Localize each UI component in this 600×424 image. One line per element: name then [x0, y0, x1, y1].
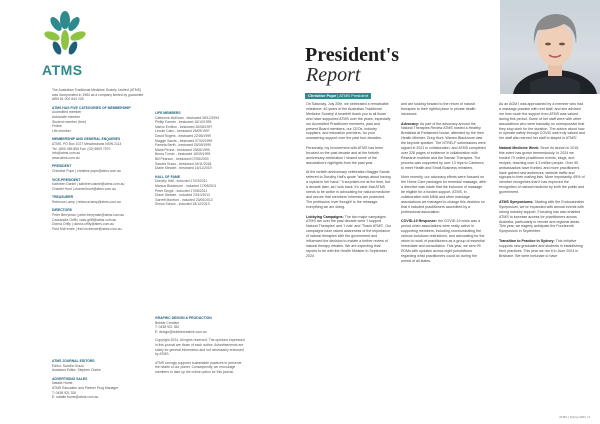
- byline-name: Christine Pope: [308, 93, 337, 98]
- list-line: Accredited member: [52, 110, 82, 115]
- body-paragraph: Transition to Practice in Sydney: This initiative supports new graduates and students in establishing their practices. This year we ran it in June 2024 in Brisbane. We were fortunate to have: [499, 239, 583, 258]
- body-paragraph: Advocacy: As part of the advocacy around the Natural Therapies Review ATMS hosted a Healthy Breakfast at Parliament house, attended by the then Health Minister, Greg Hunt. Warren Blackmore was the keynote speaker. The NTRELF submissions were signed in 2021 in collaboration, and ATMS completed over 326 pages of evidence in collaboration with Research Institute and the Samari Therapies. The process was supported by over 13 trips to Canberra to meet Health and Small Business ministers.: [401, 121, 486, 170]
- life-list: [155, 116, 250, 171]
- list-line: Diane Stewart - inducted 23/10/2012: [155, 193, 211, 198]
- president-photo: [500, 0, 600, 94]
- list-line: Diane Stewart - bestowed 16/11/2019: [155, 166, 212, 171]
- directors-heading: DIRECTORS: [52, 208, 72, 213]
- list-line: Cassandra Griffi | cass.griffi@atms.com.au: [52, 217, 117, 222]
- list-line: Assistant Editor: Stephen Clarke: [52, 368, 101, 373]
- design-list: [155, 321, 245, 335]
- body-paragraph: Lobbying Campaigns: The two major campaigns ATMS ran over the past decade were 'I support Natural Therapies' and 'I vote' and 'Thank ATMS'. Our campaigns have raised awareness of the importance of natural therapies with the government and influenced the decision to instate a further review of natural therapy rebates. We are expecting final reports to be with the Health Minister in September 2024: [306, 214, 392, 258]
- list-line: info@atms.com.au: [52, 151, 81, 156]
- body-paragraph: Natural Medicine Week: Since its launch in 2016, this event has grown tremendously. In 2024 we hosted 79 online practitioner events, blogs, and recipes, reaching over 4.3 million people. Over 50 ambassadors have fronted, and more practitioners have gained new audiences, website traffic and signups to their mailing lists. More importantly, 65% of member recognises that it has improved the recognition of natural medicine by both the public and government.: [499, 146, 585, 195]
- intro-text: The Australian Traditional Medicine Society Limited (ATMS) was incorporated in 1984 as a company limited by guarantee ABN 81 002 844 225.: [52, 88, 144, 102]
- copyright-text: Copyright 2024. All rights reserved. The opinions expressed in this journal are those of each author. Advertisements are solely for general information and not necessarily endorsed by ATMS.: [155, 338, 245, 357]
- list-line: Tel: 1800 456 855 Fax: (02) 9809 7570: [52, 146, 111, 151]
- body-paragraph: As an AGM I was approached by a member who had a massage practice with rent staff, and she advised me how much the support from ATMS was valued during this period. Some of her staff were with other associations who were basically no unresponsive that they stop work for the duration. The advice about how to operate safely through COVID was truly valued and her staff also earned her staff to stayed in ATMS!: [499, 102, 585, 141]
- list-line: Maggie Sands - bestowed 07/04/1999: [155, 138, 213, 143]
- treasurer-list: [52, 200, 147, 205]
- list-line: Editor: Sandra Grazo: [52, 363, 84, 368]
- directors-list: [52, 213, 147, 231]
- list-line: Bill Pearson - bestowed 07/08/2003: [155, 156, 209, 161]
- list-line: Kathleen Daniel | kathleen.daniel@atms.com.au: [52, 182, 125, 187]
- list-line: Bubble Creative: [155, 320, 180, 325]
- list-line: T: 0438 921 326: [52, 390, 77, 395]
- list-line: T: 0438 921 352: [155, 325, 180, 330]
- list-line: Peter Berryman | peter.berryman@atms.com.au: [52, 213, 125, 218]
- hall-heading: HALL OF FAME: [155, 174, 180, 179]
- list-line: Phillip Farmer - bestowed 16/10/1995: [155, 120, 212, 125]
- vice-list: [52, 182, 147, 191]
- left-members-column: [155, 107, 250, 207]
- list-line: www.atms.com.au: [52, 155, 80, 160]
- editorial-list: [52, 364, 147, 373]
- president-heading: PRESIDENT: [52, 164, 72, 169]
- list-line: Fellow: [52, 124, 62, 129]
- page-footer: ATMS | Spring 2024 | 3: [559, 415, 590, 419]
- body-paragraph: COVID-19 Response: the COVID-19 crisis was a period when associations were really active in supporting members, including communicating the various lockdown restrictions, and advocating for the return to work of practitioners as a group of essential immediate and consultation. This year, we sent 99 EDMs with updates across eight jurisdictions regarding what practitioners could do during the unrest of all states.: [401, 219, 485, 263]
- list-line: Garrett Moreton - inducted 23/06/2013: [155, 197, 213, 202]
- list-line: Leonie Cairo - bestowed 25/09/1997: [155, 129, 210, 134]
- list-line: E: natalie.hume@atms.com.au: [52, 395, 99, 400]
- list-line: Pamela Berth - bestowed 05/09/1999: [155, 143, 211, 148]
- left-editors-column: [52, 355, 147, 400]
- body-paragraph: and are looking forward to the return of natural therapies to their rightful place in private health insurance.: [401, 102, 476, 116]
- membership-list: [52, 110, 147, 133]
- body-column-3: [499, 102, 585, 263]
- body-paragraph: More recently, our advocacy efforts were focused on the Home Care packages for remedial massage, after a directive was made that the inclusion of massage be eligible for a funded support. ATMS, in collaboration with MMA and other massage associations we managed to change this decision so that it included practitioners accredited by a professional association.: [401, 175, 487, 214]
- list-line: E: design@bubblecreative.com.au: [155, 329, 207, 334]
- membership-heading: ATMS HAS FIVE CATEGORIES OF MEMBERSHIP: [52, 105, 131, 110]
- byline-role: | ATMS President: [336, 93, 369, 98]
- list-line: Berna Turner - bestowed 18/09/1999: [155, 152, 211, 157]
- president-list: [52, 169, 147, 174]
- list-line: ATMS, PO Box 1027 Meadowbank NSW 2114: [52, 141, 122, 146]
- advertising-list: [52, 381, 147, 399]
- body-paragraph: On Saturday, July 20th, we celebrated a remarkable milestone: 40 years of the Australian Traditional Medicine Society! A heartfelt thank you to all those who have supported ATMS over the years, especially our Accredited Practitioner members, past and present Board members, our CEOs, industry suppliers, and education providers, for your unwavering support over the past four decades.: [306, 102, 391, 141]
- president-portrait-icon: [500, 0, 600, 94]
- body-paragraph: At the fortieth anniversary celebration Maggie Sands referred to Dorothy Hall's quote "always about having a crystal in her hand." It surprised me at the time, but a decade later, as I look back, it's clear that ATMS needs to be active in advocating for natural medicine and secure that members' interests are protected. The profession 'ever thought' is the message, everything we are doing.: [306, 170, 391, 209]
- list-line: Natalie Hume: [52, 381, 73, 386]
- endorse-text: ATMS strongly supports sustainable practices to preserve the health of our planet. Consequently, we encourage members to take up the online option for this journal.: [155, 360, 242, 374]
- left-info-column: [52, 88, 147, 231]
- list-line: Catherine McEwan - bestowed 08/12/1994: [155, 115, 220, 120]
- list-line: Associate member: [52, 114, 81, 119]
- list-line: Sandra Grazo - bestowed 18/11/2018: [155, 161, 212, 166]
- right-page: [300, 0, 600, 424]
- list-line: Student member (free): [52, 119, 87, 124]
- list-line: Life member: [52, 128, 71, 133]
- list-line: Marcus Blackmore - inducted 17/08/2011: [155, 183, 217, 188]
- byline-badge: [305, 93, 371, 99]
- page-title: President's: [305, 44, 400, 66]
- list-line: Donna Orfily | donna.orfily@atms.com.au: [52, 222, 114, 227]
- list-line: Peter Dingle - inducted 17/08/2011: [155, 188, 208, 193]
- list-line: Narico Emilion - bestowed 26/08/1997: [155, 124, 213, 129]
- hall-list: [155, 179, 250, 207]
- advertising-heading: ADVERTISING SALES: [52, 376, 88, 381]
- list-line: Maria Penna - bestowed 03/06/1999: [155, 147, 210, 152]
- list-line: Rebecca Lamp | rebecca.lamp@atms.com.au: [52, 199, 121, 204]
- enquiries-list: [52, 142, 147, 160]
- treasurer-heading: TREASURER: [52, 195, 74, 200]
- life-heading: LIFE MEMBERS: [155, 111, 181, 115]
- atms-logo: [40, 10, 90, 60]
- logo-text: ATMS: [42, 62, 83, 78]
- left-design-column: [155, 312, 245, 375]
- vice-heading: VICE-PRESIDENT: [52, 177, 81, 182]
- list-line: Christine Pope | christine.pope@atms.com.au: [52, 168, 121, 173]
- list-line: Chantel Hunt | chantel.hunt@atms.com.au: [52, 186, 116, 191]
- list-line: David Rogers - bestowed 22/05/1999: [155, 133, 211, 138]
- atms-logo-icon: [40, 10, 90, 60]
- list-line: Fred McKenzie | fred.mckenzie@atms.com.au: [52, 226, 122, 231]
- list-line: Dorothy Hall - inducted 17/03/2011: [155, 179, 208, 184]
- body-column-2: [401, 102, 487, 268]
- list-line: Simon Schulz - inducted 18/12/2013: [155, 202, 210, 207]
- page-subtitle: Report: [306, 64, 361, 86]
- enquiries-heading: MEMBERSHIP AND GENERAL ENQUIRIES: [52, 137, 121, 142]
- editorial-heading: ATMS JOURNAL EDITORS: [52, 359, 95, 363]
- list-line: ATMS Education and Partner Prog Manager: [52, 385, 119, 390]
- body-paragraph: ATMS Symposiums: Starting with the Endocannabis Symposium, we've expanded with annual events with strong industry support. Focusing has also enabled ATMS to increase access for practitioners across Australia, particularly in remote and regional areas. This year, we eagerly anticipate the Fourteenth Symposium in September.: [499, 199, 585, 234]
- body-column-1: [306, 102, 392, 263]
- body-paragraph: Personally, my involvement with ATMS has been focused on the past decade and at the fortieth anniversary celebration I shared some of the association's highlights from the past year.: [306, 146, 384, 165]
- design-heading: GRAPHIC DESIGN & PRODUCTION: [155, 316, 212, 320]
